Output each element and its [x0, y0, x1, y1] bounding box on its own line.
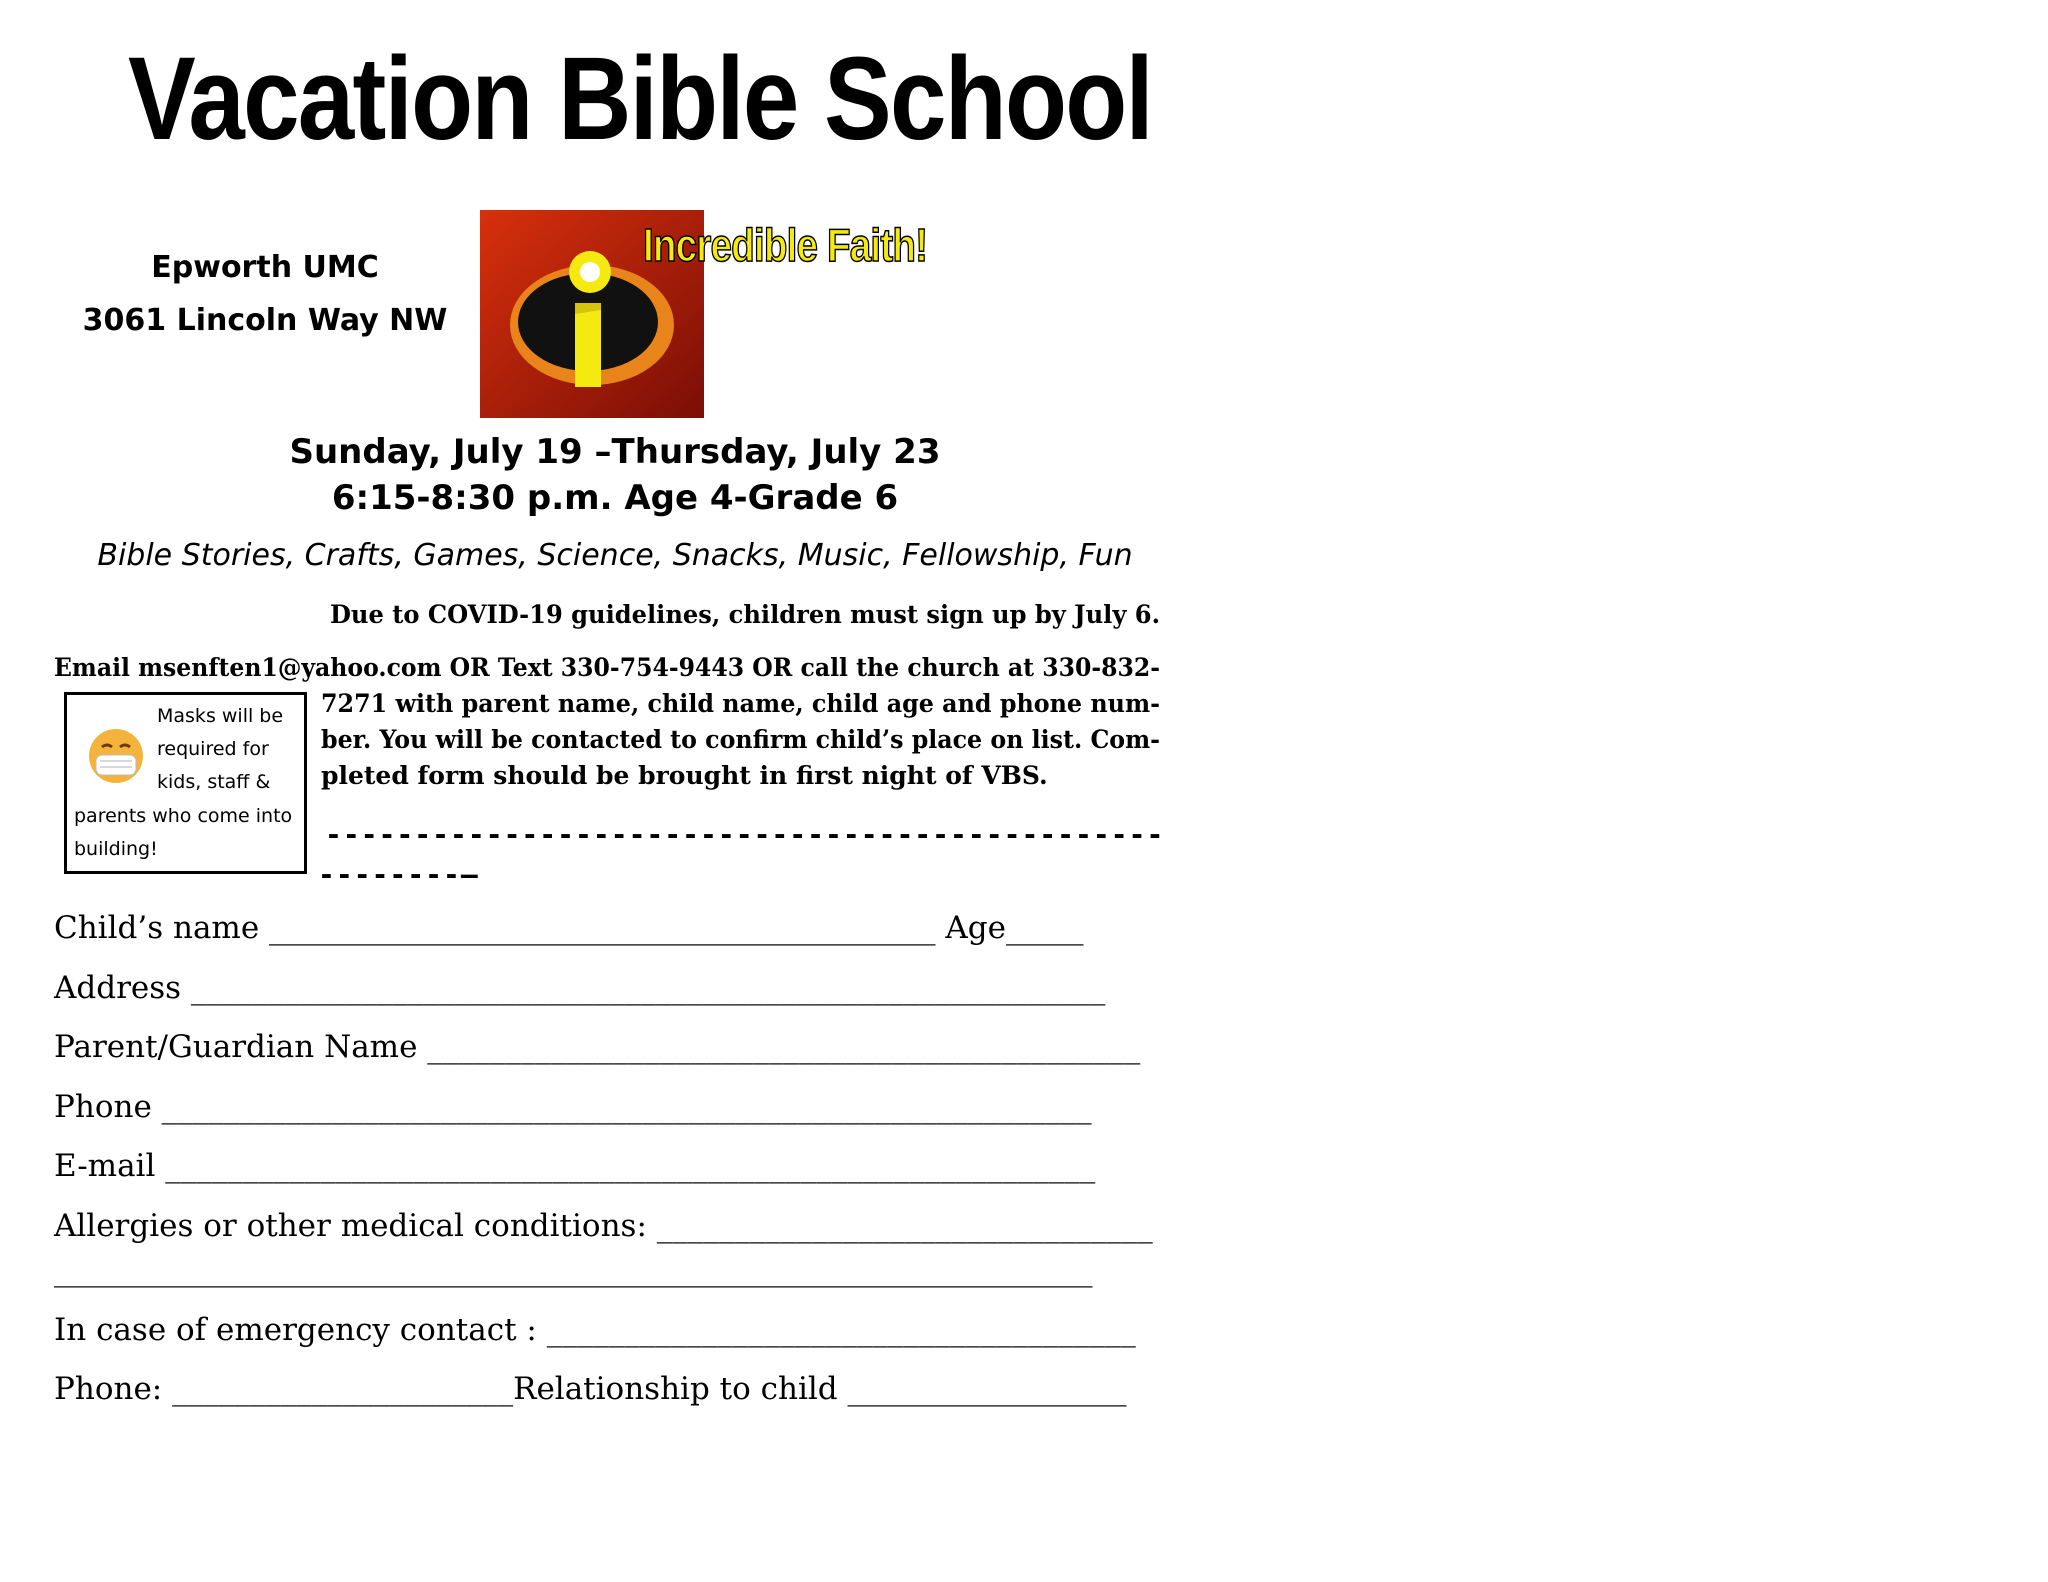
event-dates: Sunday, July 19 –Thursday, July 23 — [289, 432, 941, 472]
form-field-child-name: Child’s name ___________________________________________ Age_____ — [54, 910, 1084, 946]
mask-notice-line-2: required for — [157, 738, 269, 760]
mask-notice-line-3: kids, staff & — [157, 771, 271, 793]
mask-notice-line-4: parents who come into — [74, 805, 293, 827]
church-address: 3061 Lincoln Way NW — [82, 303, 448, 338]
form-field-emergency: In case of emergency contact : ______________________________________ — [54, 1312, 1136, 1348]
cut-line-end: --------— — [318, 858, 479, 891]
mask-notice-line-1: Masks will be — [157, 705, 284, 727]
logo-tagline: Incredible Faith! — [643, 219, 928, 271]
form-field-email: E-mail ____________________________________________________________ — [54, 1148, 1096, 1184]
form-field-allergies: Allergies or other medical conditions: ________________________________ — [54, 1208, 1153, 1244]
contact-line-2: 7271 with parent name, child name, child age and phone num- — [321, 689, 1161, 718]
church-name: Epworth UMC — [151, 250, 379, 285]
mask-face-icon — [87, 727, 145, 785]
contact-line-4: pleted form should be brought in first night of VBS. — [321, 761, 1048, 790]
contact-line-1: Email msenften1@yahoo.com OR Text 330-754-9443 OR call the church at 330-832- — [54, 653, 1160, 682]
covid-notice: Due to COVID-19 guidelines, children must sign up by July 6. — [330, 600, 1160, 629]
contact-line-3: ber. You will be contacted to confirm child’s place on list. Com- — [321, 725, 1161, 754]
form-field-emergency-phone: Phone: ______________________Relationship to child __________________ — [54, 1371, 1127, 1407]
mask-notice-line-5: building! — [74, 838, 158, 860]
form-field-guardian: Parent/Guardian Name ______________________________________________ — [54, 1029, 1141, 1065]
page-title: Vacation Bible School — [128, 33, 1153, 165]
form-field-address: Address ___________________________________________________________ — [54, 970, 1106, 1006]
form-field-phone: Phone ____________________________________________________________ — [54, 1089, 1092, 1125]
cut-line: ----------------------------------------------- — [325, 818, 1165, 851]
activities-list: Bible Stories, Crafts, Games, Science, Snacks, Music, Fellowship, Fun — [97, 538, 1133, 573]
event-times: 6:15-8:30 p.m. Age 4-Grade 6 — [331, 478, 899, 518]
form-field-allergies-cont: ___________________________________________________________________ — [54, 1252, 1093, 1288]
mask-notice-box — [64, 692, 307, 874]
